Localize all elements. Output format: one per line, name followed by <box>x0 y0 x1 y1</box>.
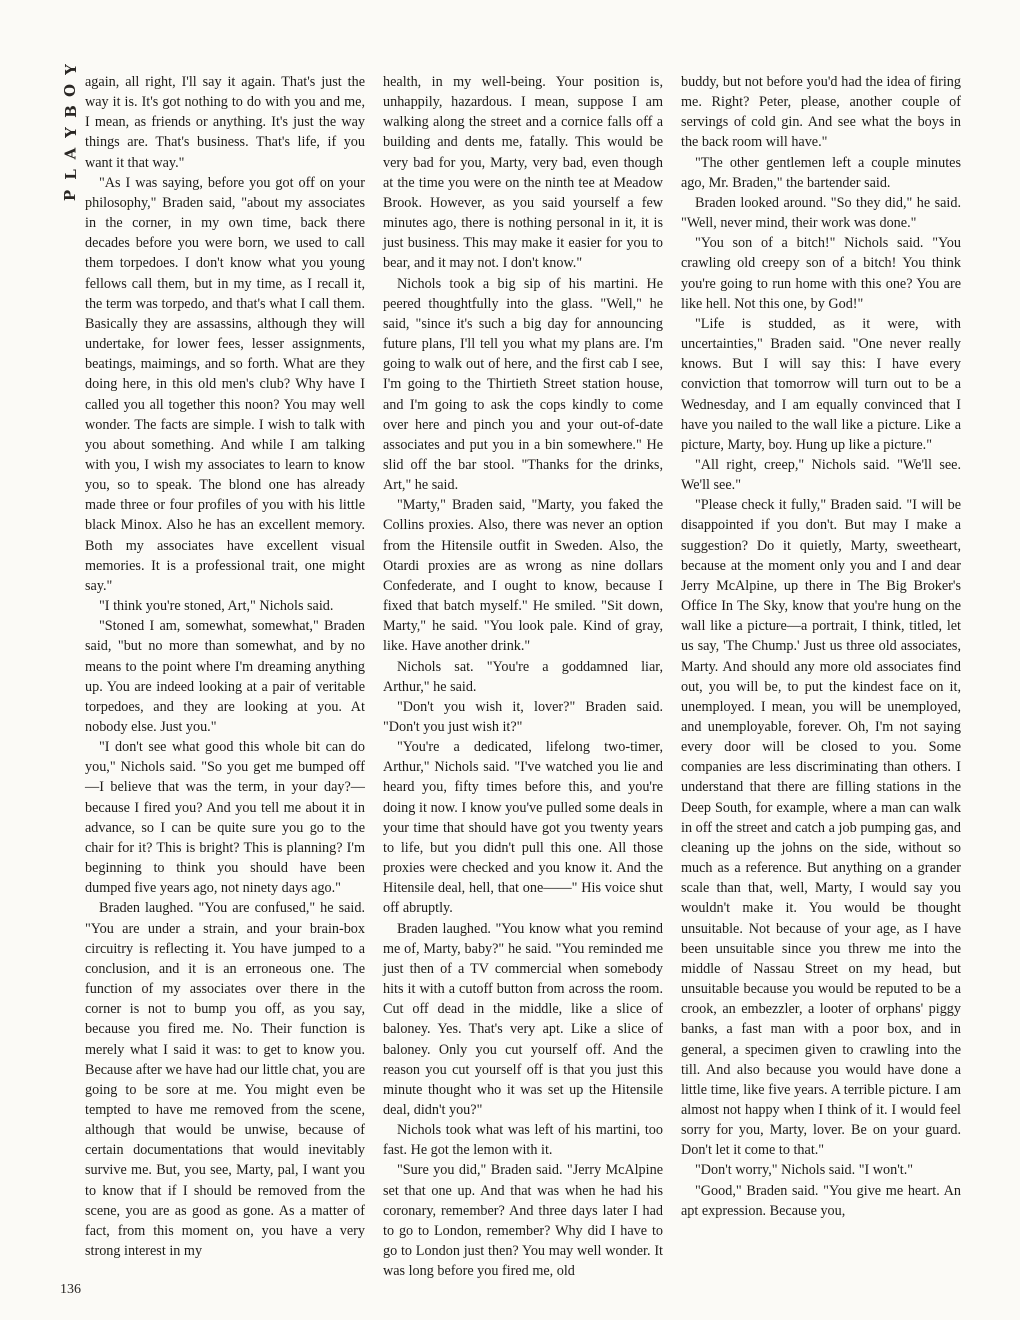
paragraph: "Stoned I am, somewhat, somewhat," Braden said, "but no more than somewhat, and by no means to the point where I'm dreaming anything up. You are indeed looking at a pair of veritable torpedoes, and they are looking at you. At nobody else. Just you." <box>85 618 365 735</box>
paragraph: "You son of a bitch!" Nichols said. "You crawling old creepy son of a bitch! You think you're going to run home with this one? You are like hell. Not this one, by God!" <box>681 235 961 312</box>
text-column-1 <box>85 72 365 1261</box>
paragraph: "Sure you did," Braden said. "Jerry McAlpine set that one up. And that was when he had his coronary, remember? And three days later I had to go to London, remember? Why did I have to go to London just then? You may well wonder. It was long before you fired me, old <box>383 1162 663 1280</box>
paragraph: buddy, but not before you'd had the idea of firing me. Right? Peter, please, another couple of servings of cold gin. And see what the boys in the back room will have." <box>681 74 961 151</box>
paragraph: again, all right, I'll say it again. That's just the way it is. It's got nothing to do with you and me, I mean, as friends or anything. It's just the way things are. That's business. That's life, if you want it that way." <box>85 74 365 171</box>
paragraph: Braden looked around. "So they did," he said. "Well, never mind, their work was done." <box>681 194 961 232</box>
running-head: Y O B Y A L P <box>61 64 80 202</box>
paragraph: Nichols sat. "You're a goddamned liar, Arthur," he said. <box>383 658 663 695</box>
paragraph: Braden laughed. "You are confused," he said. "You are under a strain, and your brain-box circuitry is reflecting it. You have jumped to a conclusion, and it is an erroneous one. The function of my associates over there in the corner is not to bump you off, as you say, because you fired me. No. Their function is merely what I said it was: to get to know you. Because after we have had our little chat, you are going to be sore at me. You might even be tempted to have me removed from the scene, although that would be unwise, because of certain documentations that would inevitably survive me. But, you see, Marty, pal, I want you to know that if I should be removed from the scene, you are as good as gone. As a matter of fact, from this moment on, you have a very strong interest in my <box>85 900 365 1260</box>
paragraph: "Don't you wish it, lover?" Braden said. "Don't you just wish it?" <box>383 698 663 735</box>
paragraph: Nichols took what was left of his martini, too fast. He got the lemon with it. <box>383 1122 663 1159</box>
page-number: 136 <box>60 1282 81 1297</box>
paragraph: "As I was saying, before you got off on your philosophy," Braden said, "about my associates in the corner, in my own time, back there decades before you were born, we used to call them torpedoes. I don't know what you young fellows call them, but in my time, as I recall it, the term was torpedo, and that's what I call them. Basically they are assassins, although they will undertake, for lower fees, lesser assignments, beatings, maimings, and so forth. What are they doing here, in this old men's club? Why have I called you all together this noon? You may well wonder. The facts are simple. I wish to talk with you about something. And while I am talking with you, I wish my associates to learn to know you, so to speak. The blond one has already made three or four profiles of you with his little black Minox. Also he has an excellent memory. Both my associates have excellent visual memories. It is a professional trait, one might say." <box>85 174 365 594</box>
paragraph: health, in my well-being. Your position is, unhappily, hazardous. I mean, suppose I am walking along the street and a cornice falls off a building and dents me, fatally. This would be very bad for you, Marty, very bad, even though at the time you were on the ninth tee at Meadow Brook. However, as you said yourself a few minutes ago, there is nothing personal in it, it is just business. This may make it easier for you to bear, and it may not. I don't know." <box>383 74 663 272</box>
paragraph: "I think you're stoned, Art," Nichols said. <box>99 598 334 615</box>
paragraph: "I don't see what good this whole bit can do you," Nichols said. "So you get me bumped off—I believe that was the term, in your day?—because I fired you? And you tell me about it in advance, so I can be quite sure you go to the chair for it? This is bright? This is planning? I'm beginning to think you should have been dumped five years ago, not ninety days ago." <box>85 739 365 897</box>
paragraph: "You're a dedicated, lifelong two-timer, Arthur," Nichols said. "I've watched you lie and heard you, fifty times before this, and you're doing it now. I know you've pulled some deals in your time that should have got you twenty years to life, but you didn't pull this one. All those proxies were checked and you know it. And the Hitensile deal, hell, that one——" His voice shut off abruptly. <box>383 739 663 917</box>
paragraph: Nichols took a big sip of his martini. He peered thoughtfully into the glass. "Well," he said, "since it's such a big day for announcing future plans, I'll tell you what my plans are. I'm going to walk out of here, and the first cab I see, I'm going to the Thirtieth Street station house, and I'm going to ask the cops kindly to come over here and pinch you and your out-of-date associates and put you in a bin somewhere." He slid off the bar stool. "Thanks for the drinks, Art," he said. <box>383 275 663 494</box>
paragraph: "All right, creep," Nichols said. "We'll see. We'll see." <box>681 456 961 494</box>
paragraph: "Don't worry," Nichols said. "I won't." <box>695 1162 914 1179</box>
paragraph: Braden laughed. "You know what you remind me of, Marty, baby?" he said. "You reminded me just then of a TV commercial when somebody hits it with a cutoff button from across the room. Cut off dead in the middle, like a slice of baloney. Yes. That's very apt. Like a slice of baloney. Only you cut yourself off. And the reason you cut yourself off is that you just this minute thought who it was set up the Hitensile deal, didn't you?" <box>383 920 663 1118</box>
text-column-2 <box>383 72 663 1281</box>
paragraph: "Good," Braden said. "You give me heart. An apt expression. Because you, <box>681 1182 961 1219</box>
paragraph: "Marty," Braden said, "Marty, you faked the Collins proxies. Also, there was never an option from the Hitensile outfit in Sweden. Also, the Otardi proxies are as wrong as nine dollars Confederate, and I ought to know, because I fixed that batch myself." He smiled. "Sit down, Marty," he said. "You look pale. Kind of gray, like. Have another drink." <box>383 497 663 655</box>
paragraph: "Please check it fully," Braden said. "I will be disappointed if you don't. But may I make a suggestion? Do it quietly, Marty, sweetheart, because at the moment only you and I and dear Jerry McAlpine, up there in The Big Broker's Office In The Sky, know that you're hung on the wall like a picture—a portrait, I think, titled, let us say, 'The Chump.' Just us three old associates, Marty. And should any more old associates find out, you will be, to put the kindest face on it, unemployed. I mean, you will be unemployed, and unemployable, forever. Oh, I'm not saying every door will be closed to you. Some companies are less discriminating than others. I understand that there are filling stations in the Deep South, for example, where a man can walk in off the street and catch a job pumping gas, and cleaning up the johns on the side, without so much as a reference. But anything on a grander scale than that, well, Marty, I would say you wouldn't make it. You would be thought unsuitable. Not because of your age, as I have been unsuitable since you threw me into the middle of Nassau Street on my head, but unsuitable because you would be reputed to be a crook, an embezzler, a looter of orphans' piggy banks, a fast man with a poor box, and in general, a specimen given to crawling into the till. And also because you would have done a little time, like five years. A terrible picture. I am almost not happy when I think of it. I would feel sorry for you, Marty, lover. Be on your guard. Don't let it come to that." <box>681 497 961 1159</box>
text-column-3 <box>681 72 961 1221</box>
paragraph: "Life is studded, as it were, with uncertainties," Braden said. "One never really knows. But I will say this: I have every conviction that tomorrow will turn out to be a Wednesday, and I am equally convinced that I have you nailed to the wall like a picture. Like a picture, Marty, boy. Hung up like a picture." <box>681 315 961 453</box>
paragraph: "The other gentlemen left a couple minutes ago, Mr. Braden," the bartender said. <box>681 154 961 191</box>
